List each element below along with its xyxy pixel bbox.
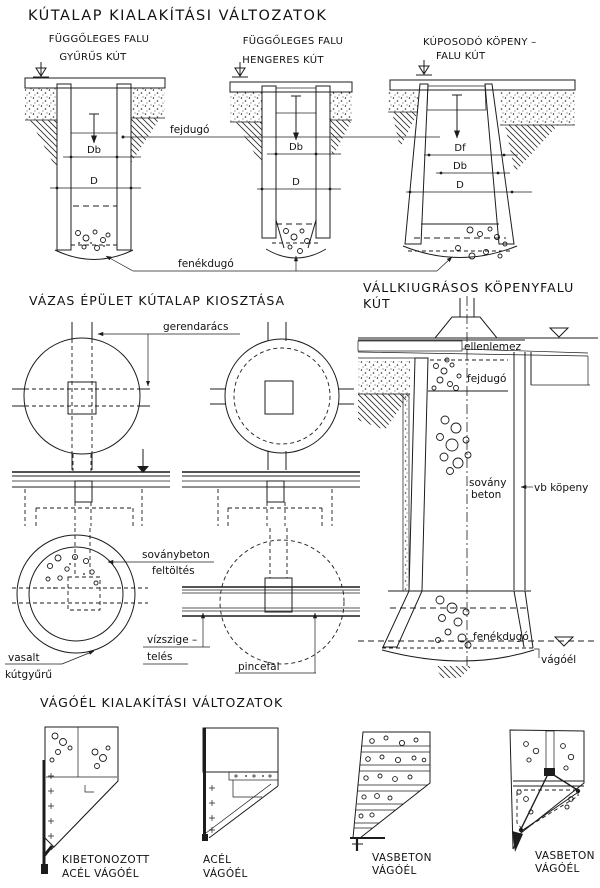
detail1-label-line1: KIBETONOZOTT — [62, 854, 150, 866]
detail4-label-line1: VASBETON — [535, 850, 595, 862]
detail4-aggregate — [517, 742, 574, 814]
main-title: KÚTALAP KIALAKÍTÁSI VÁLTOZATOK — [28, 8, 328, 24]
detail3-aggregate — [359, 736, 426, 818]
lean-concrete-label-2a: sovány — [469, 477, 507, 489]
lean-concrete-label2: feltöltés — [152, 565, 195, 577]
well3-title-line2: FALU KÚT — [436, 51, 486, 62]
well3-dim-df: Df — [454, 143, 466, 154]
layout-section — [5, 292, 360, 681]
shoulder-title-line2: KÚT — [363, 296, 391, 311]
head-plug-label: fejdugó — [170, 124, 210, 136]
detail-rc-edge-layered — [350, 732, 430, 851]
top-section — [25, 6, 575, 271]
gravel-plug-well2 — [284, 229, 310, 254]
well-shoulder-drawing — [358, 296, 598, 678]
well1-title-line1: FÜGGŐLEGES FALU — [48, 34, 150, 45]
well1-ring-well-section — [25, 78, 165, 260]
well1-dim-db: Db — [86, 145, 102, 156]
head-plug-gravel — [432, 358, 461, 391]
well2-title-line2: HENGERES KÚT — [242, 55, 324, 66]
plan-double-ring — [210, 322, 354, 470]
layout-title: VÁZAS ÉPÜLET KÚTALAP KIOSZTÁSA — [29, 293, 286, 308]
detail4-label-line2: VÁGÓÉL — [535, 863, 580, 875]
basement-wall-callout — [235, 613, 316, 673]
reinforced-ring-label1: vasalt — [8, 652, 40, 664]
bottom-plug-label-2: fenékdugó — [473, 631, 529, 643]
waterproofing-label2: telés — [147, 651, 173, 663]
head-plug-label-2: fejdugó — [467, 373, 507, 385]
beam-grid-callout — [98, 321, 240, 386]
well3-title-line1: KÚPOSODÓ KÖPENY – — [423, 37, 537, 48]
gravel-plug-well1 — [76, 230, 111, 251]
detail1-aggregate — [50, 733, 110, 769]
well2-dim-d: D — [292, 177, 300, 188]
plan-filled-ring — [12, 528, 148, 653]
cutting-edge-section — [40, 695, 595, 880]
lean-concrete-callout — [108, 549, 214, 577]
detail-steel-edge — [202, 728, 278, 841]
well2-cylindrical-well-section — [230, 82, 352, 258]
well1-title-line2: GYŰRŰS KÚT — [59, 52, 127, 63]
lean-concrete-label1: soványbeton — [142, 549, 210, 561]
bottom-plug-leader — [106, 256, 452, 271]
elevation-right — [182, 472, 360, 526]
rc-mantle-label: vb köpeny — [534, 482, 589, 494]
bottom-plug-gravel — [436, 596, 472, 648]
cutting-edge-title: VÁGÓÉL KIALAKÍTÁSI VÁLTOZATOK — [40, 695, 284, 710]
well3-conical-well-section — [388, 80, 575, 259]
well2-dim-db: Db — [288, 142, 304, 153]
waterproofing-label1: vízszige – — [147, 634, 198, 646]
beam-grid-label: gerendarács — [163, 321, 229, 333]
reinforced-ring-callout — [5, 651, 94, 681]
detail2-label-line2: VÁGÓÉL — [203, 868, 248, 880]
lean-concrete-label-2b: beton — [471, 489, 502, 501]
well2-title-line1: FÜGGŐLEGES FALU — [242, 36, 344, 47]
bottom-plug-label: fenékdugó — [178, 258, 234, 270]
waterproofing-callout — [143, 613, 210, 664]
detail-concreted-steel-edge — [41, 727, 118, 874]
elevation-left — [12, 449, 170, 526]
basement-wall-label: pincefal — [238, 661, 280, 673]
well3-dim-d: D — [456, 180, 464, 191]
well1-dim-d: D — [90, 176, 98, 187]
mid-gravel — [437, 416, 472, 475]
shoulder-section — [358, 279, 598, 678]
cutting-edge-label: vágóél — [541, 654, 577, 666]
head-plug-leader — [122, 124, 441, 139]
detail-rc-edge-bars — [510, 730, 584, 852]
reinforced-ring-label2: kútgyűrű — [5, 669, 53, 681]
detail2-label-line1: ACÉL — [203, 854, 232, 866]
well3-dim-db: Db — [452, 161, 468, 172]
detail3-label-line1: VASBETON — [372, 852, 432, 864]
detail1-label-line2: ACÉL VÁGÓÉL — [62, 868, 139, 880]
counter-slab-label: ellenlemez — [464, 341, 521, 353]
plan-open-ring — [12, 322, 150, 470]
shoulder-title-line1: VÁLLKIUGRÁSOS KÖPENYFALU — [363, 280, 575, 295]
detail3-label-line2: VÁGÓÉL — [372, 865, 417, 877]
